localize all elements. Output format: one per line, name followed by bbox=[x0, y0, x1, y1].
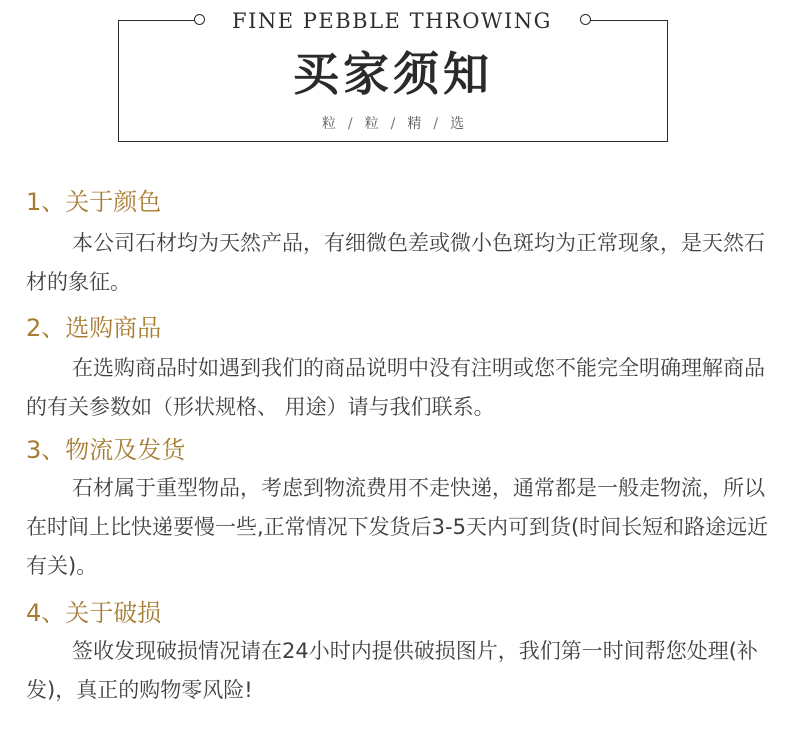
section-body-color: 本公司石材均为天然产品，有细微色差或微小色斑均为正常现象，是天然石材的象征。 bbox=[26, 231, 765, 294]
section-title-selection: 2、选购商品 bbox=[26, 314, 162, 342]
frame-top-right-line bbox=[588, 20, 668, 21]
tagline bbox=[118, 114, 668, 134]
tag-separator: / bbox=[390, 116, 396, 132]
circle-ornament-icon bbox=[194, 14, 205, 25]
tag-char: 粒 bbox=[321, 116, 336, 132]
tag-separator: / bbox=[433, 116, 439, 132]
section-body-selection: 在选购商品时如遇到我们的商品说明中没有注明或您不能完全明确理解商品的有关参数如（形状规格、 用途）请与我们联系。 bbox=[26, 356, 765, 419]
section-title-color: 1、关于颜色 bbox=[26, 188, 162, 216]
tag-char: 粒 bbox=[364, 116, 379, 132]
tag-separator: / bbox=[347, 116, 353, 132]
tag-char: 选 bbox=[450, 116, 465, 132]
section-title-damage: 4、关于破损 bbox=[26, 599, 162, 627]
section-body-logistics: 石材属于重型物品，考虑到物流费用不走快递，通常都是一般走物流，所以在时间上比快递要慢一些,正常情况下发货后3-5天内可到货(时间长短和路途远近有关)。 bbox=[26, 476, 769, 578]
english-subtitle: FINE PEBBLE THROWING bbox=[232, 9, 552, 33]
section-title-logistics: 3、物流及发货 bbox=[26, 436, 186, 464]
circle-ornament-icon bbox=[580, 14, 591, 25]
section-body-damage: 签收发现破损情况请在24小时内提供破损图片，我们第一时间帮您处理(补发)，真正的购物零风险! bbox=[26, 639, 758, 702]
page-title: 买家须知 bbox=[293, 47, 493, 101]
tag-char: 精 bbox=[407, 116, 422, 132]
frame-top-left-line bbox=[118, 20, 200, 21]
